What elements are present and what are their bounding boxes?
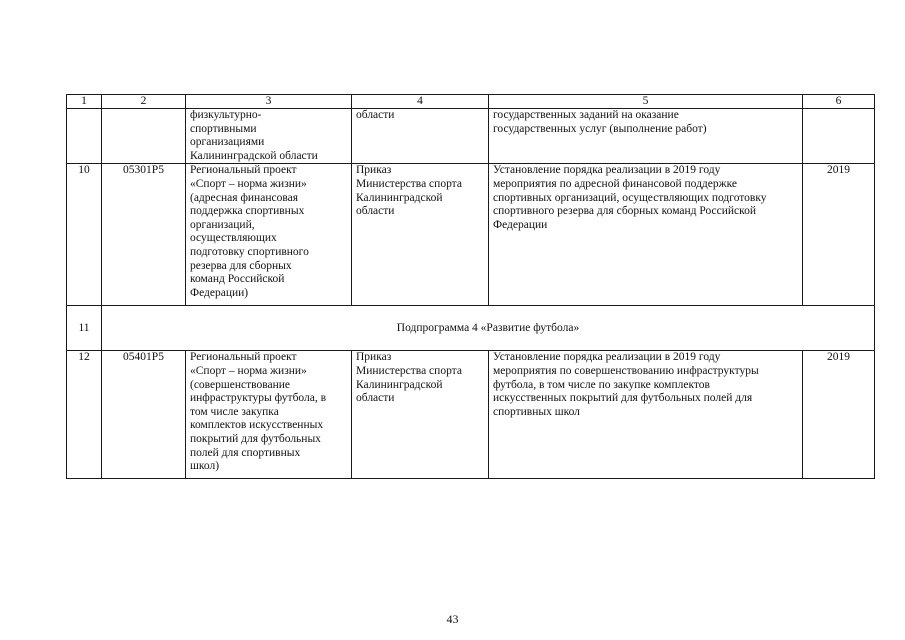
header-cell-5: 5 (489, 95, 803, 109)
cell-year: 2019 (803, 351, 875, 479)
cell-name: Региональный проект «Спорт – норма жизни» (совершенствование инфраструктуры футбола, в том числе закупка комплектов искусственных покрытий для футбольных полей для спортивных школ) (186, 351, 352, 479)
table-row-12 (67, 351, 875, 479)
header-cell-3: 3 (186, 95, 352, 109)
cell-document: области (352, 109, 489, 164)
cell-description: государственных заданий на оказание государственных услуг (выполнение работ) (489, 109, 803, 164)
cell-code: 05401P5 (102, 351, 186, 479)
table-row-continuation (67, 109, 875, 164)
table-row-10 (67, 164, 875, 306)
document-table (66, 94, 875, 479)
table-header-row (67, 95, 875, 109)
cell-num: 12 (67, 351, 102, 479)
cell-name: физкультурно- спортивными организациями Калининградской области (186, 109, 352, 164)
table-row-11-subprogram (67, 306, 875, 351)
header-cell-2: 2 (102, 95, 186, 109)
cell-description: Установление порядка реализации в 2019 году мероприятия по совершенствованию инфраструктуры футбола, в том числе по закупке комплектов искусственных покрытий для футбольных полей для спортивных школ (489, 351, 803, 479)
cell-year: 2019 (803, 164, 875, 306)
cell-document: Приказ Министерства спорта Калининградской области (352, 164, 489, 306)
subprogram-title: Подпрограмма 4 «Развитие футбола» (102, 306, 875, 351)
cell-year (803, 109, 875, 164)
header-cell-4: 4 (352, 95, 489, 109)
cell-description: Установление порядка реализации в 2019 году мероприятия по адресной финансовой поддержке спортивных организаций, осуществляющих подготовку спортивного резерва для сборных команд Российской Федерации (489, 164, 803, 306)
cell-code (102, 109, 186, 164)
cell-document: Приказ Министерства спорта Калининградской области (352, 351, 489, 479)
page-number: 43 (446, 612, 459, 626)
header-cell-1: 1 (67, 95, 102, 109)
cell-code: 05301P5 (102, 164, 186, 306)
header-cell-6: 6 (803, 95, 875, 109)
cell-num: 10 (67, 164, 102, 306)
cell-name: Региональный проект «Спорт – норма жизни» (адресная финансовая поддержка спортивных организаций, осуществляющих подготовку спортивного резерва для сборных команд Российской Федерации) (186, 164, 352, 306)
cell-num: 11 (67, 306, 102, 351)
cell-num (67, 109, 102, 164)
